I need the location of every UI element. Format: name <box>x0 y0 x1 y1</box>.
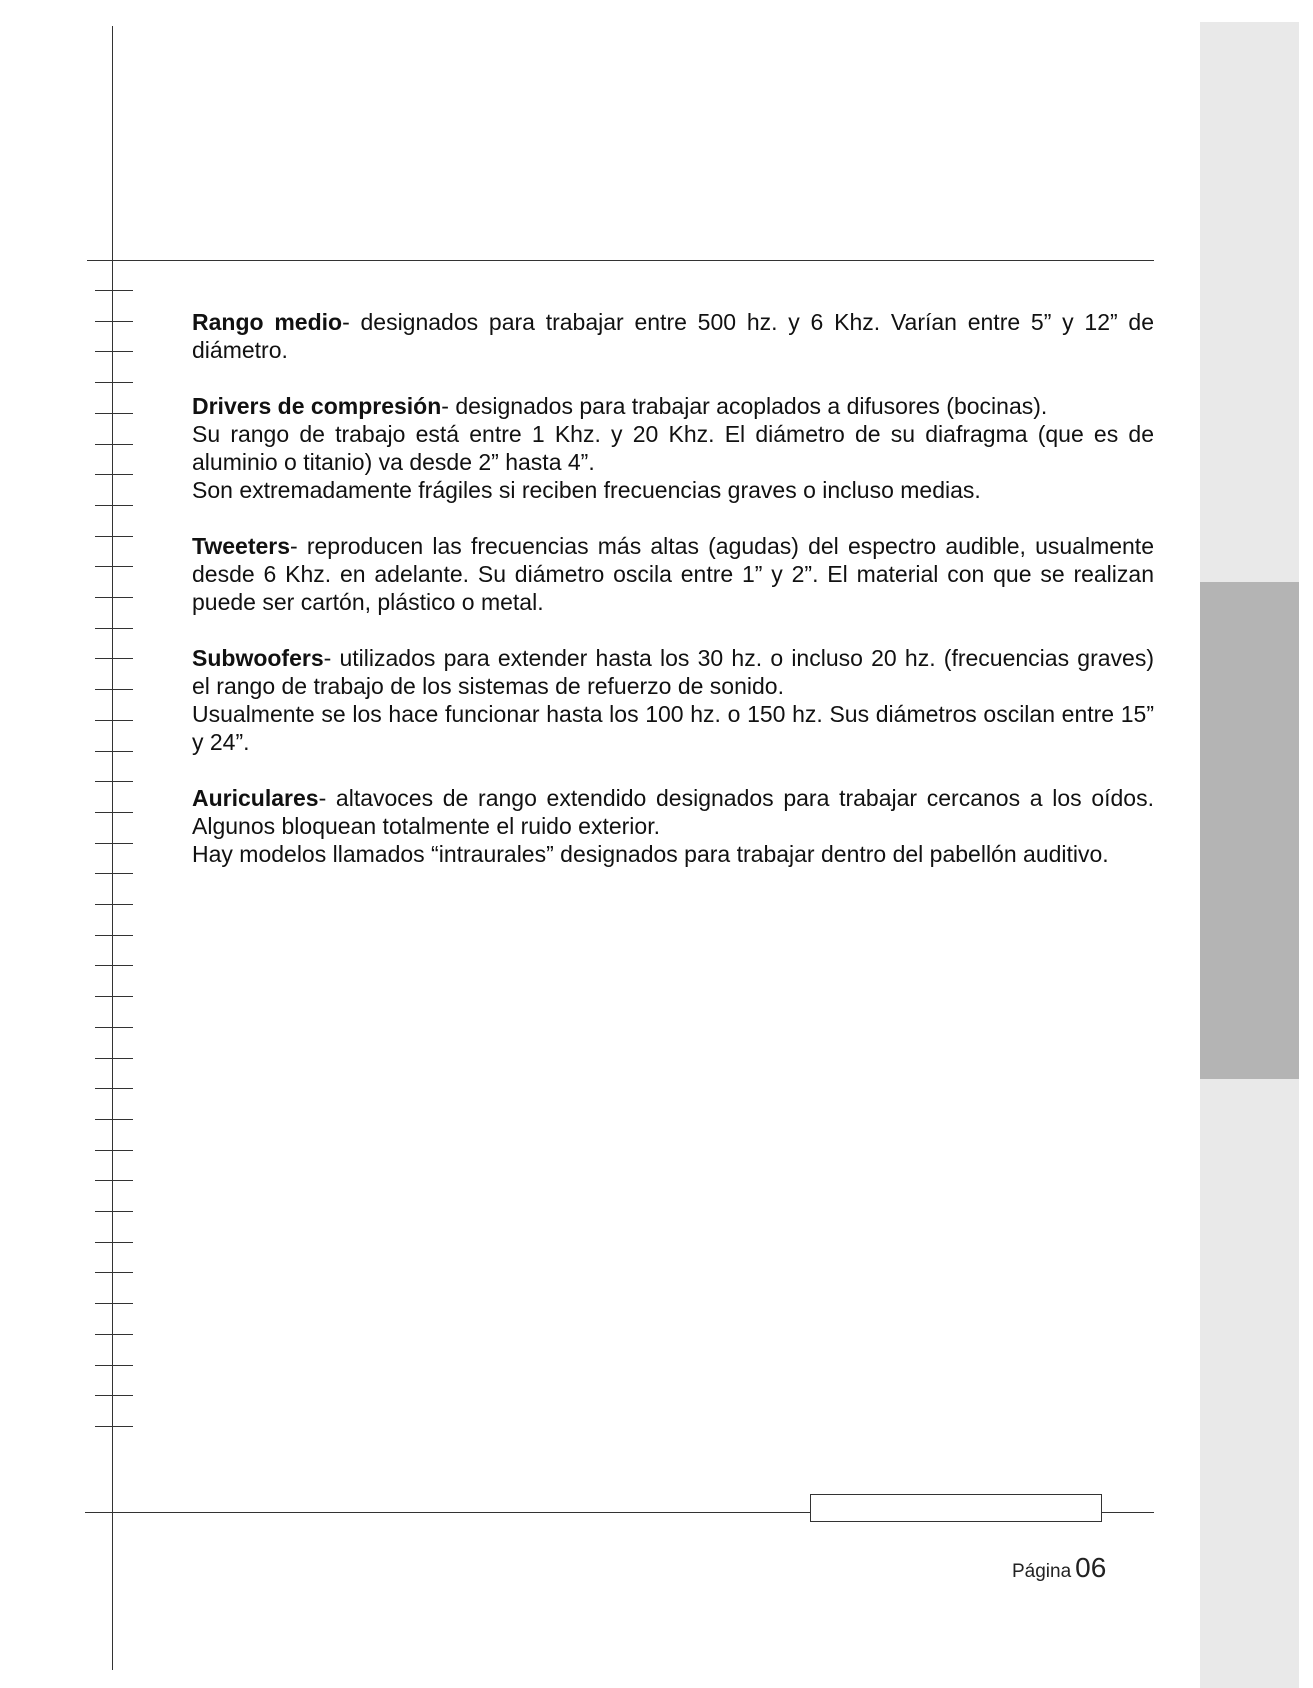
page-label: Página <box>1012 1561 1072 1582</box>
paragraph-line <box>192 392 1154 420</box>
paragraph-subwoofers <box>192 644 1154 756</box>
margin-tick <box>95 996 133 997</box>
margin-tick <box>95 935 133 936</box>
margin-tick <box>95 904 133 905</box>
margin-tick <box>95 1365 133 1366</box>
term-label: Subwoofers <box>192 645 324 671</box>
margin-tick <box>95 628 133 629</box>
margin-tick <box>95 474 133 475</box>
margin-tick <box>95 1027 133 1028</box>
margin-tick <box>95 1426 133 1427</box>
margin-tick <box>95 1211 133 1212</box>
margin-tick <box>95 751 133 752</box>
margin-tick <box>95 812 133 813</box>
side-tab-active-section <box>1200 582 1299 1079</box>
paragraph-text: - reproducen las frecuencias más altas (agudas) del espectro audible, usualmente desde 6 Khz. en adelante. Su diámetro oscila entre 1” y 2”. El material con que se realizan puede ser cartón, plástico o metal. <box>192 533 1154 615</box>
margin-tick <box>95 351 133 352</box>
margin-tick <box>95 413 133 414</box>
margin-tick <box>95 321 133 322</box>
margin-tick <box>95 1272 133 1273</box>
margin-tick <box>95 658 133 659</box>
paragraph-line: Hay modelos llamados “intraurales” designados para trabajar dentro del pabellón auditivo. <box>192 841 1109 867</box>
margin-tick <box>95 1180 133 1181</box>
margin-tick <box>95 1058 133 1059</box>
page-indicator <box>1012 1552 1106 1584</box>
term-label: Tweeters <box>192 533 291 559</box>
margin-tick <box>95 1150 133 1151</box>
margin-tick <box>95 505 133 506</box>
margin-tick <box>95 1395 133 1396</box>
paragraph-text: - designados para trabajar acoplados a difusores (bocinas). <box>441 393 1048 419</box>
margin-tick <box>95 781 133 782</box>
term-label: Drivers de compresión <box>192 393 442 419</box>
paragraph-line <box>192 644 1154 700</box>
paragraph-auriculares <box>192 784 1154 868</box>
margin-tick <box>95 566 133 567</box>
footer-box <box>810 1494 1102 1522</box>
margin-tick <box>95 1242 133 1243</box>
margin-tick <box>95 1334 133 1335</box>
paragraph-line: Su rango de trabajo está entre 1 Khz. y 20 Khz. El diámetro de su diafragma (que es de aluminio o titanio) va desde 2” hasta 4”. <box>192 421 1154 475</box>
page-number: 06 <box>1075 1552 1107 1583</box>
margin-tick <box>95 873 133 874</box>
margin-tick <box>95 1303 133 1304</box>
margin-tick <box>95 689 133 690</box>
term-label: Rango medio <box>192 309 343 335</box>
term-label: Auriculares <box>192 785 319 811</box>
paragraph-text: - altavoces de rango extendido designados para trabajar cercanos a los oídos. Algunos bloquean totalmente el ruido exterior. <box>192 785 1154 839</box>
margin-tick <box>95 290 133 291</box>
paragraph-line: Son extremadamente frágiles si reciben frecuencias graves o incluso medias. <box>192 477 981 503</box>
paragraph-drivers-de-compresion <box>192 392 1154 504</box>
margin-tick <box>95 965 133 966</box>
margin-tick <box>95 597 133 598</box>
paragraph-rango-medio <box>192 308 1154 364</box>
margin-tick <box>95 382 133 383</box>
margin-tick <box>95 444 133 445</box>
paragraph-line <box>192 784 1154 840</box>
paragraph-tweeters <box>192 532 1154 616</box>
document-body <box>192 308 1154 896</box>
margin-tick <box>95 843 133 844</box>
paragraph-text: - designados para trabajar entre 500 hz. y 6 Khz. Varían entre 5” y 12” de diámetro. <box>192 309 1155 363</box>
paragraph-line: Usualmente se los hace funcionar hasta los 100 hz. o 150 hz. Sus diámetros oscilan entre 15” y 24”. <box>192 701 1154 755</box>
header-rule <box>87 260 1154 261</box>
margin-tick-marks <box>95 290 133 1470</box>
margin-tick <box>95 1088 133 1089</box>
margin-tick <box>95 536 133 537</box>
margin-tick <box>95 1119 133 1120</box>
paragraph-text: - utilizados para extender hasta los 30 hz. o incluso 20 hz. (frecuencias graves) el rango de trabajo de los sistemas de refuerzo de sonido. <box>192 645 1154 699</box>
margin-tick <box>95 720 133 721</box>
